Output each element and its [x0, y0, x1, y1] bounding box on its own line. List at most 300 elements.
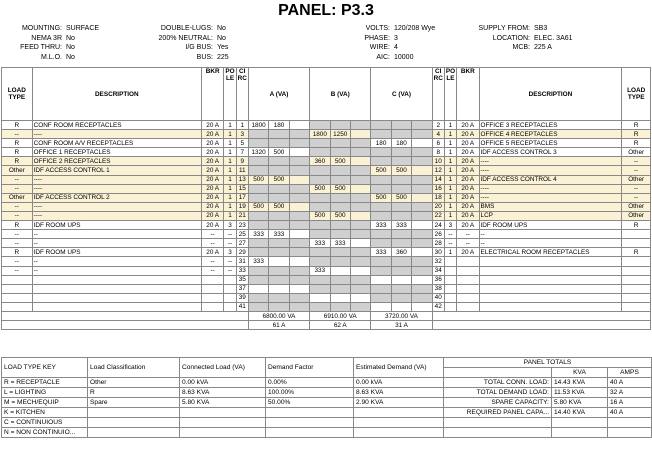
phase-c-right-va [391, 184, 411, 193]
right-breaker: 20 A [457, 148, 479, 157]
phase-c-spacer [412, 221, 432, 230]
phase-b-right-va [330, 230, 350, 239]
left-pole [224, 275, 236, 284]
phase-a-va-total: 6800.00 VA [248, 311, 309, 320]
left-load-type: -- [2, 202, 33, 211]
phase-a-left-va [248, 139, 268, 148]
phase-c-right-va: 333 [391, 221, 411, 230]
phase-b-right-va [330, 266, 350, 275]
header-field [113, 44, 257, 54]
phase-c-right-va [391, 211, 411, 220]
phase-a-spacer [289, 139, 309, 148]
header-field [304, 24, 454, 34]
phase-amp-totals-row [2, 321, 651, 330]
right-load-type: R [622, 121, 651, 130]
phase-c-right-va [391, 266, 411, 275]
circuit-row [2, 266, 651, 275]
left-pole: 3 [224, 221, 236, 230]
summary-row [2, 388, 652, 398]
left-breaker: 20 A [201, 202, 223, 211]
left-load-type: R [2, 157, 33, 166]
left-description: OFFICE 2 RECEPTACLES [32, 157, 201, 166]
phase-c-spacer [412, 175, 432, 184]
left-circuit: 41 [236, 302, 248, 311]
phase-c-left-va [371, 257, 391, 266]
phase-c-spacer [412, 266, 432, 275]
phase-c-left-va [371, 211, 391, 220]
left-pole: 1 [224, 175, 236, 184]
right-circuit: 28 [432, 239, 444, 248]
col-phase-a: A (VA) [248, 68, 309, 121]
phase-a-right-va [269, 284, 289, 293]
right-description: ---- [479, 193, 622, 202]
panel-totals-blank [444, 368, 552, 378]
phase-a-spacer [289, 275, 309, 284]
left-load-type: -- [2, 175, 33, 184]
estimated-demand [354, 418, 444, 428]
phase-c-spacer [412, 257, 432, 266]
phase-c-spacer [412, 275, 432, 284]
phase-b-spacer [350, 302, 370, 311]
left-circuit: 9 [236, 157, 248, 166]
left-pole: -- [224, 239, 236, 248]
left-breaker: -- [201, 257, 223, 266]
left-load-type: R [2, 148, 33, 157]
right-pole: 1 [444, 248, 456, 257]
right-pole [444, 275, 456, 284]
phase-a-right-va: 500 [269, 202, 289, 211]
phase-b-spacer [350, 139, 370, 148]
phase-a-right-va [269, 211, 289, 220]
left-load-type [2, 284, 33, 293]
phase-b-right-va [330, 293, 350, 302]
phase-b-right-va: 333 [330, 239, 350, 248]
phase-c-va-total: 3720.00 VA [371, 311, 432, 320]
phase-c-right-va [391, 130, 411, 139]
circuit-row [2, 230, 651, 239]
phase-a-spacer [289, 239, 309, 248]
right-load-type: R [622, 130, 651, 139]
header-field-value: 225 A [534, 44, 552, 52]
header-field-label: FEED THRU: [20, 44, 62, 52]
phase-b-right-va [330, 202, 350, 211]
phase-b-spacer [350, 130, 370, 139]
phase-c-left-va [371, 202, 391, 211]
left-circuit: 3 [236, 130, 248, 139]
phase-a-left-va [248, 266, 268, 275]
left-description: IDF ACCESS CONTROL 1 [32, 166, 201, 175]
header-field [0, 24, 116, 34]
circuit-row [2, 148, 651, 157]
col-description: DESCRIPTION [32, 68, 201, 121]
right-description: OFFICE 3 RECEPTACLES [479, 121, 622, 130]
right-breaker: 20 A [457, 248, 479, 257]
right-load-type: -- [622, 184, 651, 193]
right-breaker: 20 A [457, 139, 479, 148]
right-description [479, 266, 622, 275]
circuit-row [2, 157, 651, 166]
left-breaker: 20 A [201, 139, 223, 148]
panel-header-left [0, 24, 116, 63]
right-breaker [457, 257, 479, 266]
left-description: -- [32, 257, 201, 266]
left-description: CONF ROOM A/V RECEPTACLES [32, 139, 201, 148]
phase-b-right-va [330, 121, 350, 130]
phase-a-spacer [289, 284, 309, 293]
right-breaker [457, 266, 479, 275]
right-circuit: 18 [432, 193, 444, 202]
panel-total-label: TOTAL CONN. LOAD: [444, 378, 552, 388]
left-circuit: 7 [236, 148, 248, 157]
phase-a-right-va [269, 139, 289, 148]
left-pole: 1 [224, 184, 236, 193]
left-pole [224, 293, 236, 302]
phase-c-spacer [412, 211, 432, 220]
circuit-row [2, 121, 651, 130]
right-description: OFFICE 5 RECEPTACLES [479, 139, 622, 148]
header-field-value: SB3 [534, 24, 548, 32]
right-breaker: 20 A [457, 166, 479, 175]
left-pole: 1 [224, 202, 236, 211]
col-load-type: LOAD TYPE [2, 68, 33, 121]
right-circuit: 22 [432, 211, 444, 220]
header-field [0, 53, 116, 63]
right-circuit: 32 [432, 257, 444, 266]
left-description: ---- [32, 130, 201, 139]
right-breaker: 20 A [457, 211, 479, 220]
estimated-demand-header: Estimated Demand (VA) [354, 358, 444, 378]
phase-b-spacer [350, 266, 370, 275]
circuit-row [2, 275, 651, 284]
panel-total-kva [552, 418, 608, 428]
phase-b-spacer [350, 239, 370, 248]
right-pole: -- [444, 239, 456, 248]
phase-c-left-va [371, 284, 391, 293]
left-breaker: 20 A [201, 121, 223, 130]
header-field [454, 44, 584, 54]
load-type-key: L = LIGHTING [2, 388, 88, 398]
header-field-value: No [217, 34, 226, 42]
summary-row [2, 398, 652, 408]
load-classification: Other [88, 378, 180, 388]
left-circuit: 13 [236, 175, 248, 184]
phase-a-right-va [269, 184, 289, 193]
phase-c-left-va [371, 230, 391, 239]
phase-a-left-va [248, 248, 268, 257]
phase-b-left-va [310, 230, 330, 239]
left-breaker [201, 302, 223, 311]
phase-b-right-va [330, 302, 350, 311]
right-breaker: 20 A [457, 157, 479, 166]
right-circuit: 14 [432, 175, 444, 184]
panel-total-kva: 14.40 KVA [552, 408, 608, 418]
left-circuit: 21 [236, 211, 248, 220]
left-load-type: Other [2, 166, 33, 175]
header-field [454, 34, 584, 44]
phase-b-right-va: 500 [330, 211, 350, 220]
right-pole: 1 [444, 202, 456, 211]
phase-c-spacer [412, 293, 432, 302]
right-pole [444, 293, 456, 302]
right-load-type: Other [622, 202, 651, 211]
phase-a-left-va [248, 293, 268, 302]
header-field-value: SURFACE [66, 24, 100, 32]
panel-total-kva [552, 428, 608, 438]
right-description [479, 257, 622, 266]
right-breaker: -- [457, 230, 479, 239]
phase-a-spacer [289, 202, 309, 211]
left-load-type: R [2, 248, 33, 257]
phase-c-left-va [371, 184, 391, 193]
phase-b-spacer [350, 175, 370, 184]
right-description: ---- [479, 166, 622, 175]
left-circuit: 17 [236, 193, 248, 202]
col-bkr: BKR [201, 68, 223, 121]
phase-a-spacer [289, 230, 309, 239]
load-type-key: K = KITCHEN [2, 408, 88, 418]
header-field-value: 3 [394, 34, 398, 42]
phase-c-left-va: 180 [371, 139, 391, 148]
panel-total-amps [608, 428, 652, 438]
right-load-type [622, 275, 651, 284]
phase-c-right-va [391, 175, 411, 184]
load-type-key: N = NON CONTINUIO... [2, 428, 88, 438]
phase-b-left-va [310, 284, 330, 293]
phase-a-right-va: 500 [269, 175, 289, 184]
phase-a-left-va: 1320 [248, 148, 268, 157]
phase-b-right-va [330, 284, 350, 293]
left-description: OFFICE 1 RECEPTACLES [32, 148, 201, 157]
estimated-demand [354, 408, 444, 418]
left-load-type: -- [2, 266, 33, 275]
right-circuit: 6 [432, 139, 444, 148]
header-field-value: No [66, 34, 75, 42]
right-circuit: 36 [432, 275, 444, 284]
left-breaker: 20 A [201, 148, 223, 157]
right-load-type: -- [622, 157, 651, 166]
phase-a-left-va [248, 275, 268, 284]
header-field-label: LOCATION: [492, 34, 530, 42]
right-circuit: 16 [432, 184, 444, 193]
phase-b-spacer [350, 211, 370, 220]
left-circuit: 31 [236, 257, 248, 266]
phase-a-left-va: 500 [248, 202, 268, 211]
phase-b-left-va [310, 302, 330, 311]
phase-b-left-va: 333 [310, 239, 330, 248]
load-classification [88, 408, 180, 418]
phase-c-right-va: 360 [391, 248, 411, 257]
phase-a-right-va [269, 302, 289, 311]
right-load-type: Other [622, 211, 651, 220]
left-load-type [2, 302, 33, 311]
panel-total-amps: 40 A [608, 408, 652, 418]
phase-c-left-va: 500 [371, 166, 391, 175]
right-pole: 1 [444, 193, 456, 202]
phase-c-left-va [371, 266, 391, 275]
phase-a-spacer [289, 266, 309, 275]
phase-c-right-va [391, 257, 411, 266]
phase-c-spacer [412, 202, 432, 211]
right-description: BMS [479, 202, 622, 211]
panel-total-amps [608, 418, 652, 428]
left-pole: 3 [224, 248, 236, 257]
right-pole: 1 [444, 157, 456, 166]
right-pole: 1 [444, 148, 456, 157]
phase-a-spacer [289, 302, 309, 311]
phase-a-spacer [289, 130, 309, 139]
phase-c-right-va [391, 293, 411, 302]
header-field-label: DOUBLE-LUGS: [160, 24, 213, 32]
right-breaker [457, 302, 479, 311]
left-load-type: -- [2, 130, 33, 139]
phase-c-right-va [391, 275, 411, 284]
phase-b-left-va [310, 175, 330, 184]
demand-factor [266, 428, 354, 438]
phase-c-left-va [371, 302, 391, 311]
left-pole: 1 [224, 121, 236, 130]
phase-b-right-va [330, 148, 350, 157]
phase-b-left-va [310, 202, 330, 211]
col-circ-right: CIRC [432, 68, 444, 121]
summary-header-row [2, 358, 652, 368]
header-field-value: No [66, 44, 75, 52]
right-load-type [622, 266, 651, 275]
left-load-type [2, 293, 33, 302]
phase-a-left-va: 500 [248, 175, 268, 184]
phase-b-spacer [350, 284, 370, 293]
phase-b-right-va [330, 139, 350, 148]
load-type-key: M = MECH/EQUIP [2, 398, 88, 408]
panel-total-amps: 40 A [608, 378, 652, 388]
left-circuit: 15 [236, 184, 248, 193]
phase-a-right-va [269, 239, 289, 248]
right-pole: 1 [444, 130, 456, 139]
circuit-schedule-table [1, 67, 651, 330]
header-field-value: 225 [217, 54, 229, 62]
phase-a-right-va [269, 293, 289, 302]
left-circuit: 11 [236, 166, 248, 175]
phase-c-left-va [371, 148, 391, 157]
right-load-type: -- [622, 166, 651, 175]
phase-a-spacer [289, 148, 309, 157]
phase-c-spacer [412, 166, 432, 175]
right-load-type [622, 284, 651, 293]
left-breaker: 20 A [201, 184, 223, 193]
left-description: CONF ROOM RECEPTACLES [32, 121, 201, 130]
right-circuit: 2 [432, 121, 444, 130]
summary-row [2, 418, 652, 428]
right-breaker [457, 275, 479, 284]
right-pole: 1 [444, 211, 456, 220]
circuit-row [2, 211, 651, 220]
left-breaker: 20 A [201, 175, 223, 184]
phase-c-left-va: 333 [371, 248, 391, 257]
right-description: OFFICE 4 RECEPTACLES [479, 130, 622, 139]
phase-a-left-va [248, 184, 268, 193]
left-pole: -- [224, 257, 236, 266]
phase-b-spacer [350, 293, 370, 302]
estimated-demand: 8.63 KVA [354, 388, 444, 398]
phase-b-left-va: 360 [310, 157, 330, 166]
right-pole: 1 [444, 175, 456, 184]
left-circuit: 33 [236, 266, 248, 275]
left-circuit: 23 [236, 221, 248, 230]
phase-a-left-va [248, 130, 268, 139]
phase-b-left-va: 333 [310, 266, 330, 275]
right-load-type: Other [622, 148, 651, 157]
right-circuit: 24 [432, 221, 444, 230]
phase-c-right-va [391, 230, 411, 239]
phase-a-right-va [269, 221, 289, 230]
load-classification [88, 418, 180, 428]
right-description [479, 275, 622, 284]
left-circuit: 29 [236, 248, 248, 257]
phase-b-right-va [330, 193, 350, 202]
left-description [32, 275, 201, 284]
phase-b-left-va [310, 257, 330, 266]
phase-c-spacer [412, 284, 432, 293]
left-breaker: 20 A [201, 130, 223, 139]
right-pole: 1 [444, 184, 456, 193]
phase-a-spacer [289, 184, 309, 193]
phase-b-right-va [330, 175, 350, 184]
load-summary-table [1, 357, 652, 438]
phase-a-right-va: 180 [269, 121, 289, 130]
circuit-row [2, 139, 651, 148]
phase-b-spacer [350, 275, 370, 284]
demand-factor: 0.00% [266, 378, 354, 388]
left-pole: 1 [224, 139, 236, 148]
panel-total-kva: 11.53 KVA [552, 388, 608, 398]
estimated-demand: 0.00 kVA [354, 378, 444, 388]
load-classification: Spare [88, 398, 180, 408]
header-field [304, 53, 454, 63]
right-load-type [622, 293, 651, 302]
col-pole-right: POLE [444, 68, 456, 121]
right-description [479, 302, 622, 311]
phase-b-left-va: 500 [310, 211, 330, 220]
circuit-row [2, 257, 651, 266]
left-pole: 1 [224, 157, 236, 166]
phase-b-spacer [350, 166, 370, 175]
panel-total-kva: 5.80 KVA [552, 398, 608, 408]
right-pole: 1 [444, 166, 456, 175]
connected-load [180, 418, 266, 428]
left-breaker: 20 A [201, 221, 223, 230]
demand-factor: 50.00% [266, 398, 354, 408]
phase-c-left-va: 333 [371, 221, 391, 230]
header-field [113, 24, 257, 34]
demand-factor: 100.00% [266, 388, 354, 398]
phase-c-right-va: 180 [391, 139, 411, 148]
connected-load-header: Connected Load (VA) [180, 358, 266, 378]
circuit-row [2, 293, 651, 302]
phase-b-left-va [310, 293, 330, 302]
right-breaker: 20 A [457, 130, 479, 139]
left-load-type: R [2, 139, 33, 148]
phase-a-right-va: 333 [269, 230, 289, 239]
phase-b-spacer [350, 257, 370, 266]
phase-b-left-va [310, 166, 330, 175]
connected-load [180, 428, 266, 438]
right-load-type: -- [622, 193, 651, 202]
phase-a-right-va [269, 257, 289, 266]
phase-b-spacer [350, 202, 370, 211]
left-load-type: -- [2, 257, 33, 266]
panel-title: PANEL: P3.3 [278, 2, 374, 19]
right-description: -- [479, 239, 622, 248]
right-circuit: 12 [432, 166, 444, 175]
